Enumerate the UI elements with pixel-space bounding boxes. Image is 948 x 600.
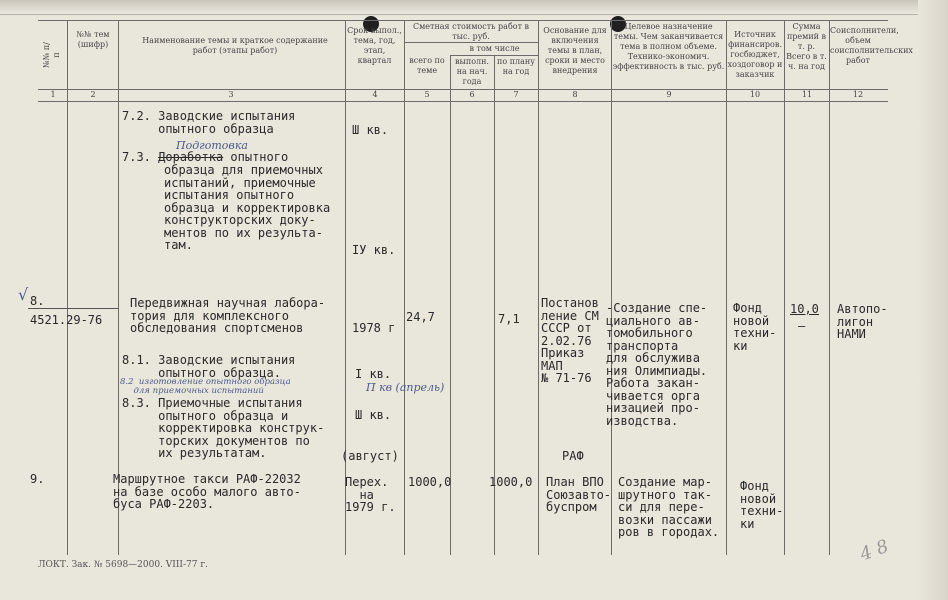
column-number-rule <box>38 101 888 102</box>
row8-coexecutor: Автопо- лигон НАМИ <box>837 302 888 341</box>
column-number: 3 <box>228 90 234 99</box>
header-col-7: по плану на год <box>497 57 535 76</box>
row9-total: 1000,0 <box>408 475 452 489</box>
check-mark: √ <box>18 285 29 304</box>
stage-8-3: 8.3. Приемочные испытания опытного образца и корректировка конструк- торских документов по их результатам. <box>122 396 325 460</box>
row9-plan: 1000,0 <box>489 475 533 489</box>
header-sub-rule <box>450 55 538 56</box>
header-col-6-7: в том числе <box>469 44 520 53</box>
header-col-2: №№ тем (шифр) <box>76 30 110 49</box>
row9-basis: План ВПО Союзавто- буспром <box>546 475 612 514</box>
stage-8-1-term: I кв. <box>355 367 392 381</box>
header-col-10: Источник финансиров. госбюджет, хоздоговор и заказчик <box>727 30 783 79</box>
header-col-12: Соисполнители, объем соисполнительских работ <box>830 26 913 65</box>
stage-7-2: 7.2. Заводские испытания опытного образца <box>122 109 296 136</box>
row8-plan: 7,1 <box>498 312 520 326</box>
row8-code-rule <box>28 308 118 309</box>
column-number: 1 <box>50 90 56 99</box>
stage-7-3-rest: опытного <box>223 150 289 164</box>
header-col-5-7: Сметная стоимость работ в тыс. руб. <box>412 22 530 41</box>
stage-7-3-struck: Доработка <box>158 150 224 164</box>
page-right-edge <box>918 0 948 600</box>
row9-source: Фонд новой техни- ки <box>740 479 784 531</box>
stage-8-2-handwritten: 8.2 изготовление опытного образца для приемочных испытаний <box>120 377 291 396</box>
row8-purpose: -Создание спе- циального ав- томобильного транспорта для обслужива ния Олимпиады. Работа закан- чивается орга низацией про- изводства. <box>606 301 708 428</box>
column-number: 11 <box>801 90 813 99</box>
row9-number: 9. <box>30 472 45 486</box>
column-number: 2 <box>90 90 96 99</box>
row8-total: 24,7 <box>406 310 435 324</box>
row9-term: Перех. на 1979 г. <box>345 475 396 514</box>
header-col-9: Целевое назначение темы. Чем заканчивается тема в полном объеме. Технико-экономич. эффективность в тыс. руб. <box>612 22 725 71</box>
header-col-11: Сумма премий в т. р. Всего в т. ч. на год <box>786 22 827 71</box>
header-col-1: №№ п/п <box>42 42 61 68</box>
column-number: 8 <box>572 90 578 99</box>
row8-raf: РАФ <box>562 449 584 463</box>
column-number: 4 <box>372 90 378 99</box>
header-top-rule <box>38 20 888 21</box>
header-col-3: Наименование темы и краткое содержание работ (этапы работ) <box>142 36 328 55</box>
stage-7-3-term: IУ кв. <box>352 243 396 257</box>
row8-source: Фонд новой техни- ки <box>733 301 777 353</box>
column-number: 7 <box>513 90 519 99</box>
column-number: 12 <box>852 90 864 99</box>
header-col-5: всего по теме <box>409 56 445 75</box>
row8-basis: Постанов ление СМ СССР от 2.02.76 Приказ МАП № 71-76 <box>541 296 599 385</box>
stage-8-2-term-handwritten: П кв (апрель) <box>366 381 445 394</box>
row9-purpose: Создание мар- шрутного так- си для пере- возки пассажи ров в городах. <box>618 475 720 539</box>
stage-8-3-term-month: (август) <box>341 449 399 463</box>
row8-title: Передвижная научная лабора- тория для комплексного обследования спортсменов <box>130 296 326 335</box>
stage-7-3-number: 7.3. <box>122 150 151 164</box>
row8-number: 8. <box>30 294 45 308</box>
row8-bonus-dash: — <box>798 319 806 333</box>
stage-7-2-term: Ш кв. <box>352 123 389 137</box>
stage-7-3-body: образца для приемочных испытаний, приемочные испытания опытного образца и корректировка конструкторских доку- ментов по их результа- там. <box>164 163 331 252</box>
header-sub-rule <box>404 42 538 43</box>
row8-bonus: 10,0 <box>790 302 819 316</box>
print-order-footer: ЛОКТ. Зак. № 5698—2000. VIII-77 г. <box>38 560 208 570</box>
pencil-annotation: 4 8 <box>857 535 892 566</box>
column-number: 9 <box>666 90 672 99</box>
row8-code: 4521.29-76 <box>30 313 103 327</box>
row8-year: 1978 г <box>352 321 396 335</box>
stage-7-3-handwritten: Подготовка <box>176 139 248 152</box>
column-number: 10 <box>749 90 761 99</box>
header-col-8: Основание для включения темы в план, сроки и место внедрения <box>543 26 607 75</box>
header-col-6: выполн. на нач. года <box>455 57 489 86</box>
column-number: 5 <box>424 90 430 99</box>
stage-8-1: 8.1. Заводские испытания опытного образца. <box>122 353 296 380</box>
column-number: 6 <box>469 90 475 99</box>
stage-7-3-line1 <box>122 151 288 164</box>
page-top-edge <box>0 0 948 15</box>
row9-title: Маршрутное такси РАФ-22032 на базе особо малого авто- буса РАФ-2203. <box>113 472 301 511</box>
header-col-4: Срок выпол., тема, год, этап, квартал <box>347 26 402 65</box>
stage-8-3-term: Ш кв. <box>355 408 392 422</box>
